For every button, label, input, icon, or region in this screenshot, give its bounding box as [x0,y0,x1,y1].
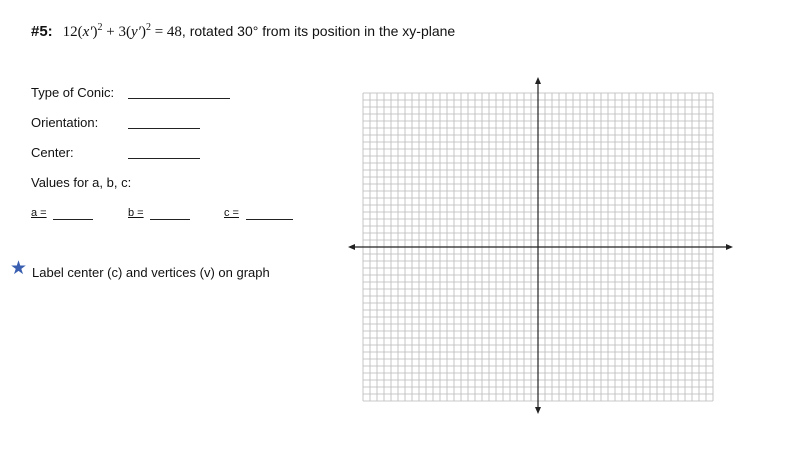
b-blank[interactable] [150,219,190,220]
x-axis-right-arrow-icon [726,244,733,250]
star-icon: ★ [10,258,28,279]
center-label: Center: [31,145,74,160]
equation: $12(x')^2 + 3(y')^2 = 48$ [62,22,182,40]
problem-number: #5: [31,23,53,40]
graph-instruction: Label center (c) and vertices (v) on graph [32,265,270,280]
c-blank[interactable] [246,219,293,220]
problem-statement [31,22,455,41]
y-axis-down-arrow-icon [535,407,541,414]
orientation-blank[interactable] [128,128,200,129]
c-label: c = [224,207,239,219]
y-axis-up-arrow-icon [535,77,541,84]
coordinate-graph[interactable] [345,76,737,425]
problem-description: , rotated 30° from its position in the xy-plane [181,23,456,39]
type-of-conic-label: Type of Conic: [31,85,115,100]
orientation-label: Orientation: [31,115,99,130]
x-axis-left-arrow-icon [348,244,355,250]
a-blank[interactable] [53,219,93,220]
b-label: b = [128,207,144,219]
type-of-conic-blank[interactable] [128,98,230,99]
values-heading: Values for a, b, c: [31,175,132,190]
center-blank[interactable] [128,158,200,159]
coordinate-grid[interactable] [345,76,737,420]
a-label: a = [31,207,47,219]
